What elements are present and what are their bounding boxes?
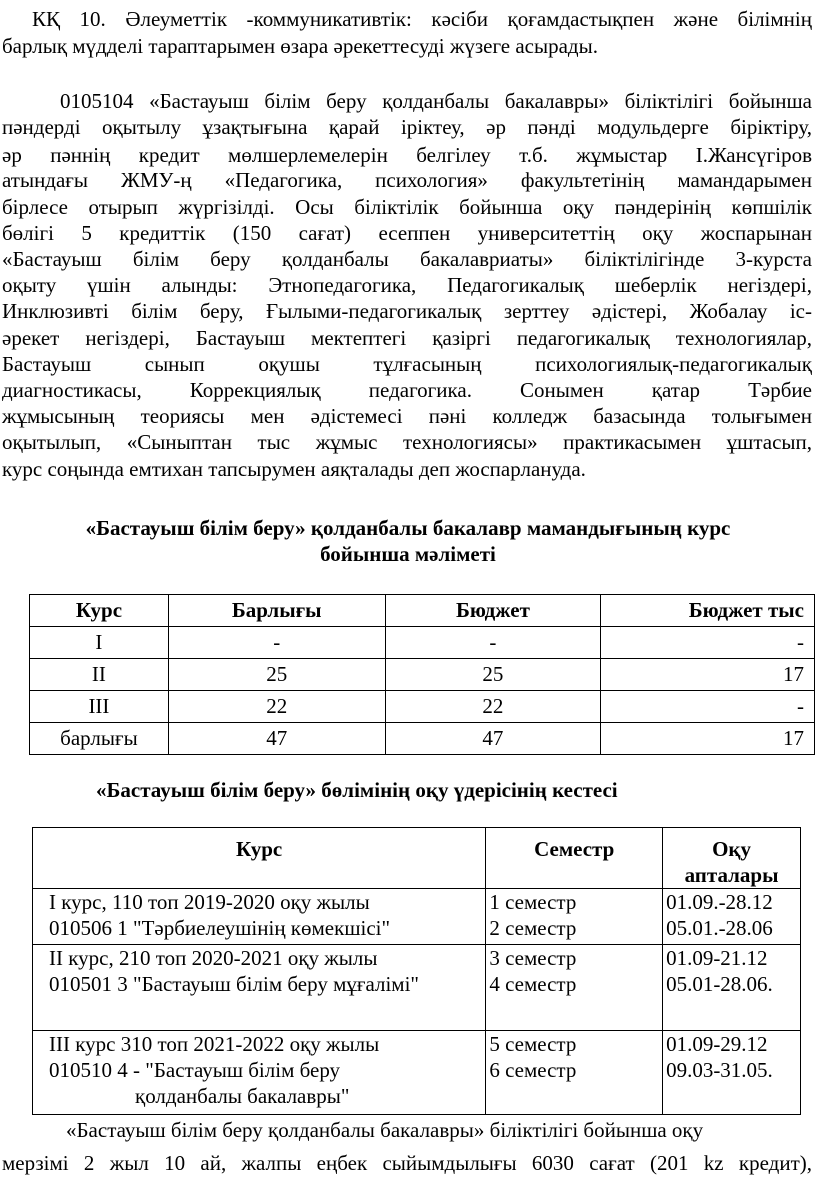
table1-title-line-1: «Бастауыш білім беру» қолданбалы бакалавр мамандығының курс xyxy=(85,516,731,540)
paragraph1-line: әр пәннің кредит мөлшерлемелерін белгілеу т.б. жұмыстар І.Жансүгіров xyxy=(2,143,812,167)
weeks-text: 05.01.-28.06 xyxy=(666,916,773,940)
paragraph1-line: атындағы ЖМУ-ң «Педагогика, психология» факультетінің мамандарымен xyxy=(2,168,812,192)
course-cell xyxy=(33,1031,486,1115)
course-text: 010506 1 "Тәрбиелеушінің көмекшісі" xyxy=(49,916,391,940)
table1-title-line-2: бойынша мәліметі xyxy=(320,542,496,566)
semester-text: 3 семестр xyxy=(489,946,577,970)
weeks-cell xyxy=(663,889,801,945)
semester-text: 4 семестр xyxy=(489,972,577,996)
closing-line-2: мерзімі 2 жыл 10 ай, жалпы еңбек сыйымдылығы 6030 сағат (201 kz кредит), xyxy=(2,1151,812,1175)
table2-title: «Бастауыш білім беру» бөлімінің оқу үдерісінің кестесі xyxy=(96,778,618,802)
semester-text: 6 семестр xyxy=(489,1058,577,1082)
column-header: Семестр xyxy=(486,828,663,889)
column-header: Курс xyxy=(33,828,486,889)
weeks-header-line-1: Оқу xyxy=(712,837,751,861)
table-row xyxy=(33,1031,801,1115)
semester-text: 5 семестр xyxy=(489,1032,577,1056)
weeks-text: 05.01-28.06. xyxy=(666,972,773,996)
table-row xyxy=(30,723,815,755)
table-cell: 17 xyxy=(601,659,815,691)
table-row xyxy=(30,691,815,723)
table-cell: 25 xyxy=(168,659,385,691)
paragraph1-line: пәндерді оқытылу ұзақтығына қарай іріктеу, әр пәнді модульдерге біріктіру, xyxy=(2,115,812,139)
table-cell: 17 xyxy=(601,723,815,755)
course-text: ІІ курс, 210 топ 2020-2021 оқу жылы xyxy=(49,946,378,970)
table-cell: 47 xyxy=(385,723,601,755)
table-cell: 47 xyxy=(168,723,385,755)
table-header-row xyxy=(33,828,801,889)
paragraph1-line: бөлігі 5 кредиттік (150 сағат) есеппен университеттің оқу жоспарынан xyxy=(2,221,812,245)
course-cell xyxy=(33,889,486,945)
table-row xyxy=(30,627,815,659)
semester-cell xyxy=(486,889,663,945)
paragraph1-line: бірлесе отырып жүргізілді. Осы біліктілік бойынша оқу пәндерінің көпшілік xyxy=(2,195,812,219)
table-cell: III xyxy=(30,691,169,723)
weeks-text: 01.09-29.12 xyxy=(666,1032,768,1056)
course-text: ІІІ курс 310 топ 2021-2022 оқу жылы xyxy=(49,1032,380,1056)
kk10-line-1: КҚ 10. Әлеуметтік -коммуникативтік: кәсіби қоғамдастықпен және білімнің xyxy=(32,7,812,31)
paragraph1-line: «Бастауыш білім беру қолданбалы бакалавриаты» біліктілігінде 3-курста xyxy=(2,247,812,271)
semester-text: 2 семестр xyxy=(489,916,577,940)
semester-cell xyxy=(486,1031,663,1115)
paragraph1-line: оқытылып, «Сыныптан тыс жұмыс технологиясы» практикасымен ұштасып, xyxy=(2,430,812,454)
paragraph1-line: диагностикасы, Коррекциялық педагогика. Сонымен қатар Тәрбие xyxy=(2,378,812,402)
paragraph1-line: Бастауыш сынып оқушы тұлғасының психологиялық-педагогикалық xyxy=(2,352,812,376)
weeks-header-line-2: апталары xyxy=(684,863,779,887)
table-cell: - xyxy=(385,627,601,659)
weeks-cell xyxy=(663,945,801,1031)
course-stats-table xyxy=(29,594,815,755)
column-header: Курс xyxy=(30,595,169,627)
semester-cell xyxy=(486,945,663,1031)
column-header: Бюджет тыс xyxy=(601,595,815,627)
course-text: қолданбалы бакалавры" xyxy=(135,1084,350,1108)
table-cell: II xyxy=(30,659,169,691)
weeks-text: 01.09-21.12 xyxy=(666,946,768,970)
column-header: Бюджет xyxy=(385,595,601,627)
kk10-line-2: барлық мүдделі тараптарымен өзара әрекеттесуді жүзеге асырады. xyxy=(2,34,598,58)
table-cell: барлығы xyxy=(30,723,169,755)
table-cell: - xyxy=(601,627,815,659)
table-row xyxy=(33,889,801,945)
paragraph1-line: 0105104 «Бастауыш білім беру қолданбалы бакалавры» біліктілігі бойынша xyxy=(60,89,812,113)
weeks-text: 01.09.-28.12 xyxy=(666,890,773,914)
paragraph1-line: жұмысының теориясы мен әдістемесі пәні колледж базасында толығымен xyxy=(2,404,812,428)
table-cell: 22 xyxy=(168,691,385,723)
column-header-weeks xyxy=(663,828,801,889)
table-cell: 22 xyxy=(385,691,601,723)
paragraph1-line: әрекет негіздері, Бастауыш мектептегі қазіргі педагогикалық технологиялар, xyxy=(2,326,812,350)
weeks-cell xyxy=(663,1031,801,1115)
table-cell: - xyxy=(601,691,815,723)
column-header: Барлығы xyxy=(168,595,385,627)
course-text: 010501 3 "Бастауыш білім беру мұғалімі" xyxy=(49,972,419,996)
paragraph1-line: Инклюзивті білім беру, Ғылыми-педагогикалық зерттеу әдістері, Жобалау іс- xyxy=(2,299,812,323)
course-cell xyxy=(33,945,486,1031)
closing-line-1: «Бастауыш білім беру қолданбалы бакалавры» біліктілігі бойынша оқу xyxy=(66,1118,704,1142)
course-text: І курс, 110 топ 2019-2020 оқу жылы xyxy=(49,890,370,914)
weeks-text: 09.03-31.05. xyxy=(666,1058,773,1082)
table-header-row xyxy=(30,595,815,627)
table-cell: 25 xyxy=(385,659,601,691)
semester-text: 1 семестр xyxy=(489,890,577,914)
table-cell: I xyxy=(30,627,169,659)
paragraph1-line: оқыту үшін алынды: Этнопедагогика, Педагогикалық шеберлік негіздері, xyxy=(2,273,812,297)
course-text: 010510 4 - "Бастауыш білім беру xyxy=(49,1058,341,1082)
table-cell: - xyxy=(168,627,385,659)
schedule-table xyxy=(32,827,801,1115)
table-row xyxy=(33,945,801,1031)
paragraph1-line: курс соңында емтихан тапсырумен аяқталады деп жоспарлануда. xyxy=(2,457,586,481)
table-row xyxy=(30,659,815,691)
